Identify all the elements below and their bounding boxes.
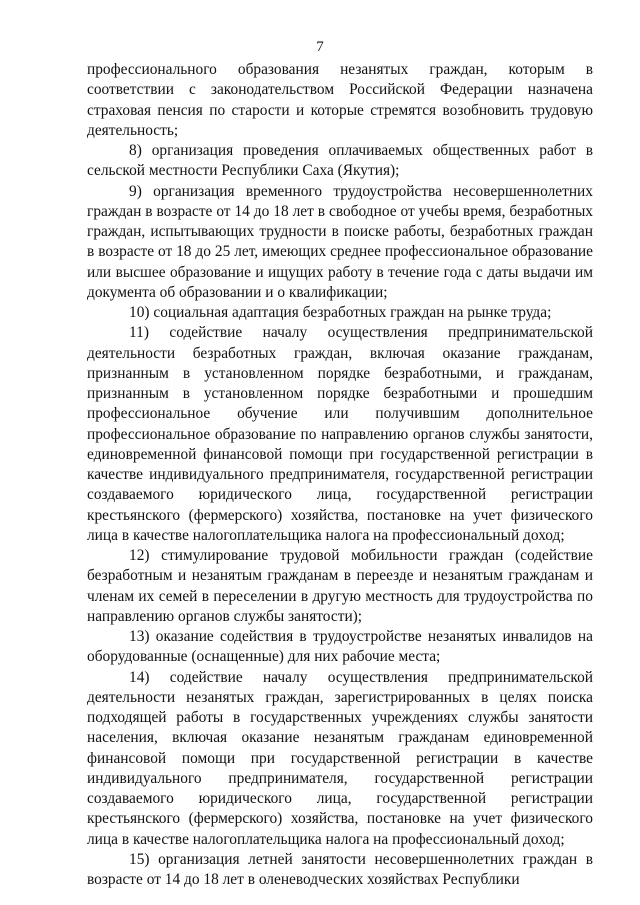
list-item-9: 9) организация временного трудоустройства несовершеннолетних граждан в возрасте от 14 до 18 лет в свободное от учебы время, безработных граждан, испытывающих трудности в поиске работы, безработных граждан в возрасте от 18 до 25 лет, имеющих среднее профессиональное образование или высшее образование и ищущих работу в течение года с даты выдачи им документа об образовании и о квалификации; <box>87 182 593 301</box>
list-item-14: 14) содействие началу осуществления предпринимательской деятельности незанятых граждан, зарегистрированных в целях поиска подходящей работы в государственных учреждениях службы занятости населения, включая оказание незанятым гражданам единовременной финансовой помощи при государственной регистрации в качестве индивидуального предпринимателя, государственной регистрации создаваемого юридического лица, государственной регистрации крестьянского (фермерского) хозяйства, постановке на учет физического лица в качестве налогоплательщика налога на профессиональный доход; <box>87 668 593 848</box>
paragraph-continuation: профессионального образования незанятых граждан, которым в соответствии с законодательством Российской Федерации назначена страховая пенсия по старости и которые стремятся возобновить трудовую деятельность; <box>87 61 593 139</box>
document-body <box>87 60 593 890</box>
list-item-11: 11) содействие началу осуществления предпринимательской деятельности безработных граждан, включая оказание гражданам, признанным в установленном порядке безработными, и гражданам, признанным в установленном порядке безработными и прошедшим профессиональное обучение или получившим дополнительное профессиональное образование по направлению органов службы занятости, единовременной финансовой помощи при государственной регистрации в качестве индивидуального предпринимателя, государственной регистрации создаваемого юридического лица, государственной регистрации крестьянского (фермерского) хозяйства, постановке на учет физического лица в качестве налогоплательщика налога на профессиональный доход; <box>87 324 593 544</box>
page-number: 7 <box>316 39 324 55</box>
list-item-12: 12) стимулирование трудовой мобильности граждан (содействие безработным и незанятым гражданам в переезде и незанятым гражданам и членам их семей в переселении в другую местность для трудоустройства по направлению органов службы занятости); <box>87 547 593 625</box>
list-item-10: 10) социальная адаптация безработных граждан на рынке труда; <box>129 304 552 321</box>
list-item-13: 13) оказание содействия в трудоустройстве незанятых инвалидов на оборудованные (оснащенные) для них рабочие места; <box>87 628 593 666</box>
list-item-15: 15) организация летней занятости несовершеннолетних граждан в возрасте от 14 до 18 лет в оленеводческих хозяйствах Республики <box>87 850 593 888</box>
list-item-8: 8) организация проведения оплачиваемых общественных работ в сельской местности Республики Саха (Якутия); <box>87 142 593 180</box>
